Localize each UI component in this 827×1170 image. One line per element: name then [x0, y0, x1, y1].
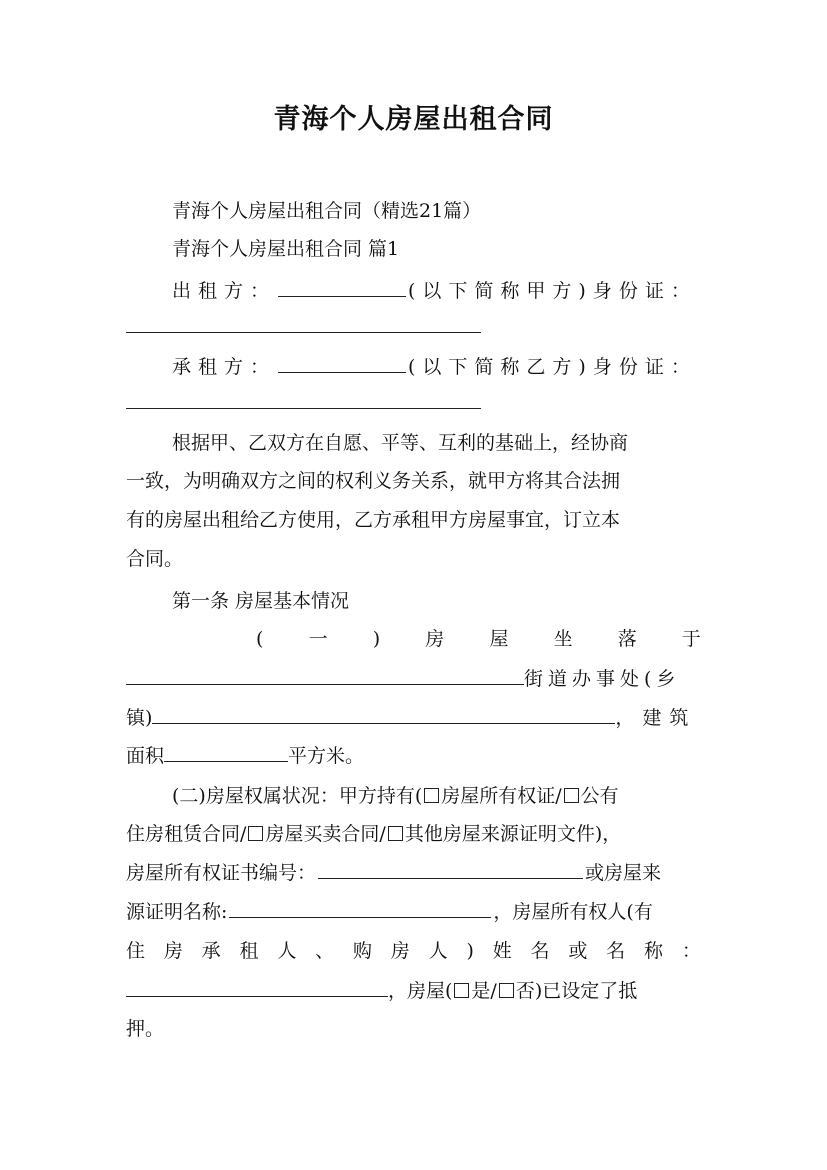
area-tail: ，建筑 — [615, 707, 697, 729]
source-tail: ，房屋所有权人(有 — [493, 901, 653, 923]
lessor-line — [172, 276, 701, 305]
owner-name-blank — [126, 976, 388, 997]
intro-line: 有的房屋出租给乙方使用，乙方承租甲方房屋事宜，订立本 — [126, 509, 621, 531]
owner-char: 房 — [163, 940, 183, 962]
loc-char: 坐 — [553, 628, 573, 650]
lessor-note: (以下简称甲方)身份证： — [408, 280, 697, 302]
checkbox[interactable] — [564, 788, 579, 803]
mortgage-end: 押。 — [126, 1018, 165, 1040]
document-title: 青海个人房屋出租合同 — [273, 104, 554, 135]
intro-line: 合同。 — [126, 548, 184, 570]
mortgage-start: ，房屋( — [388, 980, 453, 1002]
checkbox[interactable] — [454, 983, 469, 998]
ownership-line — [172, 782, 701, 810]
cert-label: 房屋所有权证书编号： — [126, 862, 317, 884]
cert-blank — [318, 858, 583, 879]
loc-char: 房 — [425, 628, 445, 650]
source-label: 源证明名称: — [126, 901, 228, 923]
area-unit: 平方米。 — [288, 745, 365, 767]
option-label: 是/ — [471, 980, 497, 1002]
cert-tail: 或房屋来 — [585, 862, 662, 884]
owner-char: 名 — [606, 940, 626, 962]
lessee-note: (以下简称乙方)身份证： — [408, 356, 697, 378]
town-label: 镇) — [126, 707, 153, 729]
lessee-line — [172, 352, 701, 381]
mortgage-line — [126, 976, 701, 1005]
owner-char: 承 — [201, 940, 221, 962]
ownership-start: (二)房屋权属状况：甲方持有( — [172, 785, 423, 807]
owner-char: ： — [681, 940, 701, 962]
cert-line — [126, 858, 701, 887]
lessor-id-blank — [126, 312, 481, 333]
town-line — [126, 703, 701, 732]
section-heading: 青海个人房屋出租合同 篇1 — [172, 238, 400, 260]
owner-char: 姓 — [492, 940, 512, 962]
lessor-id-line — [126, 312, 701, 341]
town-blank — [152, 703, 615, 724]
loc-char: 一 — [308, 628, 328, 650]
lessee-id-line — [126, 388, 701, 417]
owner-char: 人 — [277, 940, 297, 962]
lessor-name-blank — [278, 276, 406, 297]
loc-char: ( — [256, 628, 264, 650]
lessee-label: 承租方： — [172, 356, 277, 378]
option-label: 住房租赁合同/ — [126, 823, 247, 845]
owner-char: 人 — [428, 940, 448, 962]
owner-char: ) — [466, 940, 474, 962]
street-blank — [126, 664, 524, 685]
option-label: 公有 — [580, 785, 619, 807]
checkbox[interactable] — [499, 983, 514, 998]
loc-char: 落 — [617, 628, 637, 650]
article-heading: 第一条 房屋基本情况 — [172, 590, 350, 612]
option-label: 否)已设定了抵 — [515, 980, 638, 1002]
street-line — [126, 664, 701, 693]
source-line — [126, 897, 701, 926]
source-blank — [229, 897, 491, 918]
option-label: 房屋买卖合同/ — [265, 823, 386, 845]
area-label: 面积 — [126, 745, 165, 767]
owner-char: 称 — [644, 940, 664, 962]
checkbox[interactable] — [424, 788, 439, 803]
location-line — [256, 625, 701, 653]
ownership-line — [126, 820, 701, 848]
subtitle: 青海个人房屋出租合同（精选21篇） — [172, 200, 482, 222]
lessee-name-blank — [278, 352, 406, 373]
owner-char: 、 — [315, 940, 335, 962]
owner-char: 购 — [352, 940, 372, 962]
street-label: 街道办事处(乡 — [524, 668, 681, 690]
owner-char: 租 — [239, 940, 259, 962]
owner-char: 名 — [530, 940, 550, 962]
option-label: 房屋所有权证/ — [441, 785, 562, 807]
loc-char: ) — [372, 628, 381, 650]
lessee-id-blank — [126, 388, 481, 409]
option-label: 其他房屋来源证明文件)， — [404, 823, 622, 845]
checkbox[interactable] — [248, 826, 263, 841]
area-blank — [164, 741, 288, 762]
loc-char: 于 — [681, 628, 701, 650]
owner-char: 房 — [390, 940, 410, 962]
owner-char: 住 — [126, 940, 146, 962]
area-line — [126, 741, 701, 770]
lessor-label: 出租方： — [172, 280, 277, 302]
owner-char: 或 — [568, 940, 588, 962]
loc-char: 屋 — [489, 628, 509, 650]
intro-line: 一致，为明确双方之间的权利义务关系，就甲方将其合法拥 — [126, 470, 621, 492]
intro-line: 根据甲、乙双方在自愿、平等、互利的基础上，经协商 — [172, 432, 629, 454]
owner-line — [126, 937, 701, 965]
checkbox[interactable] — [388, 826, 403, 841]
